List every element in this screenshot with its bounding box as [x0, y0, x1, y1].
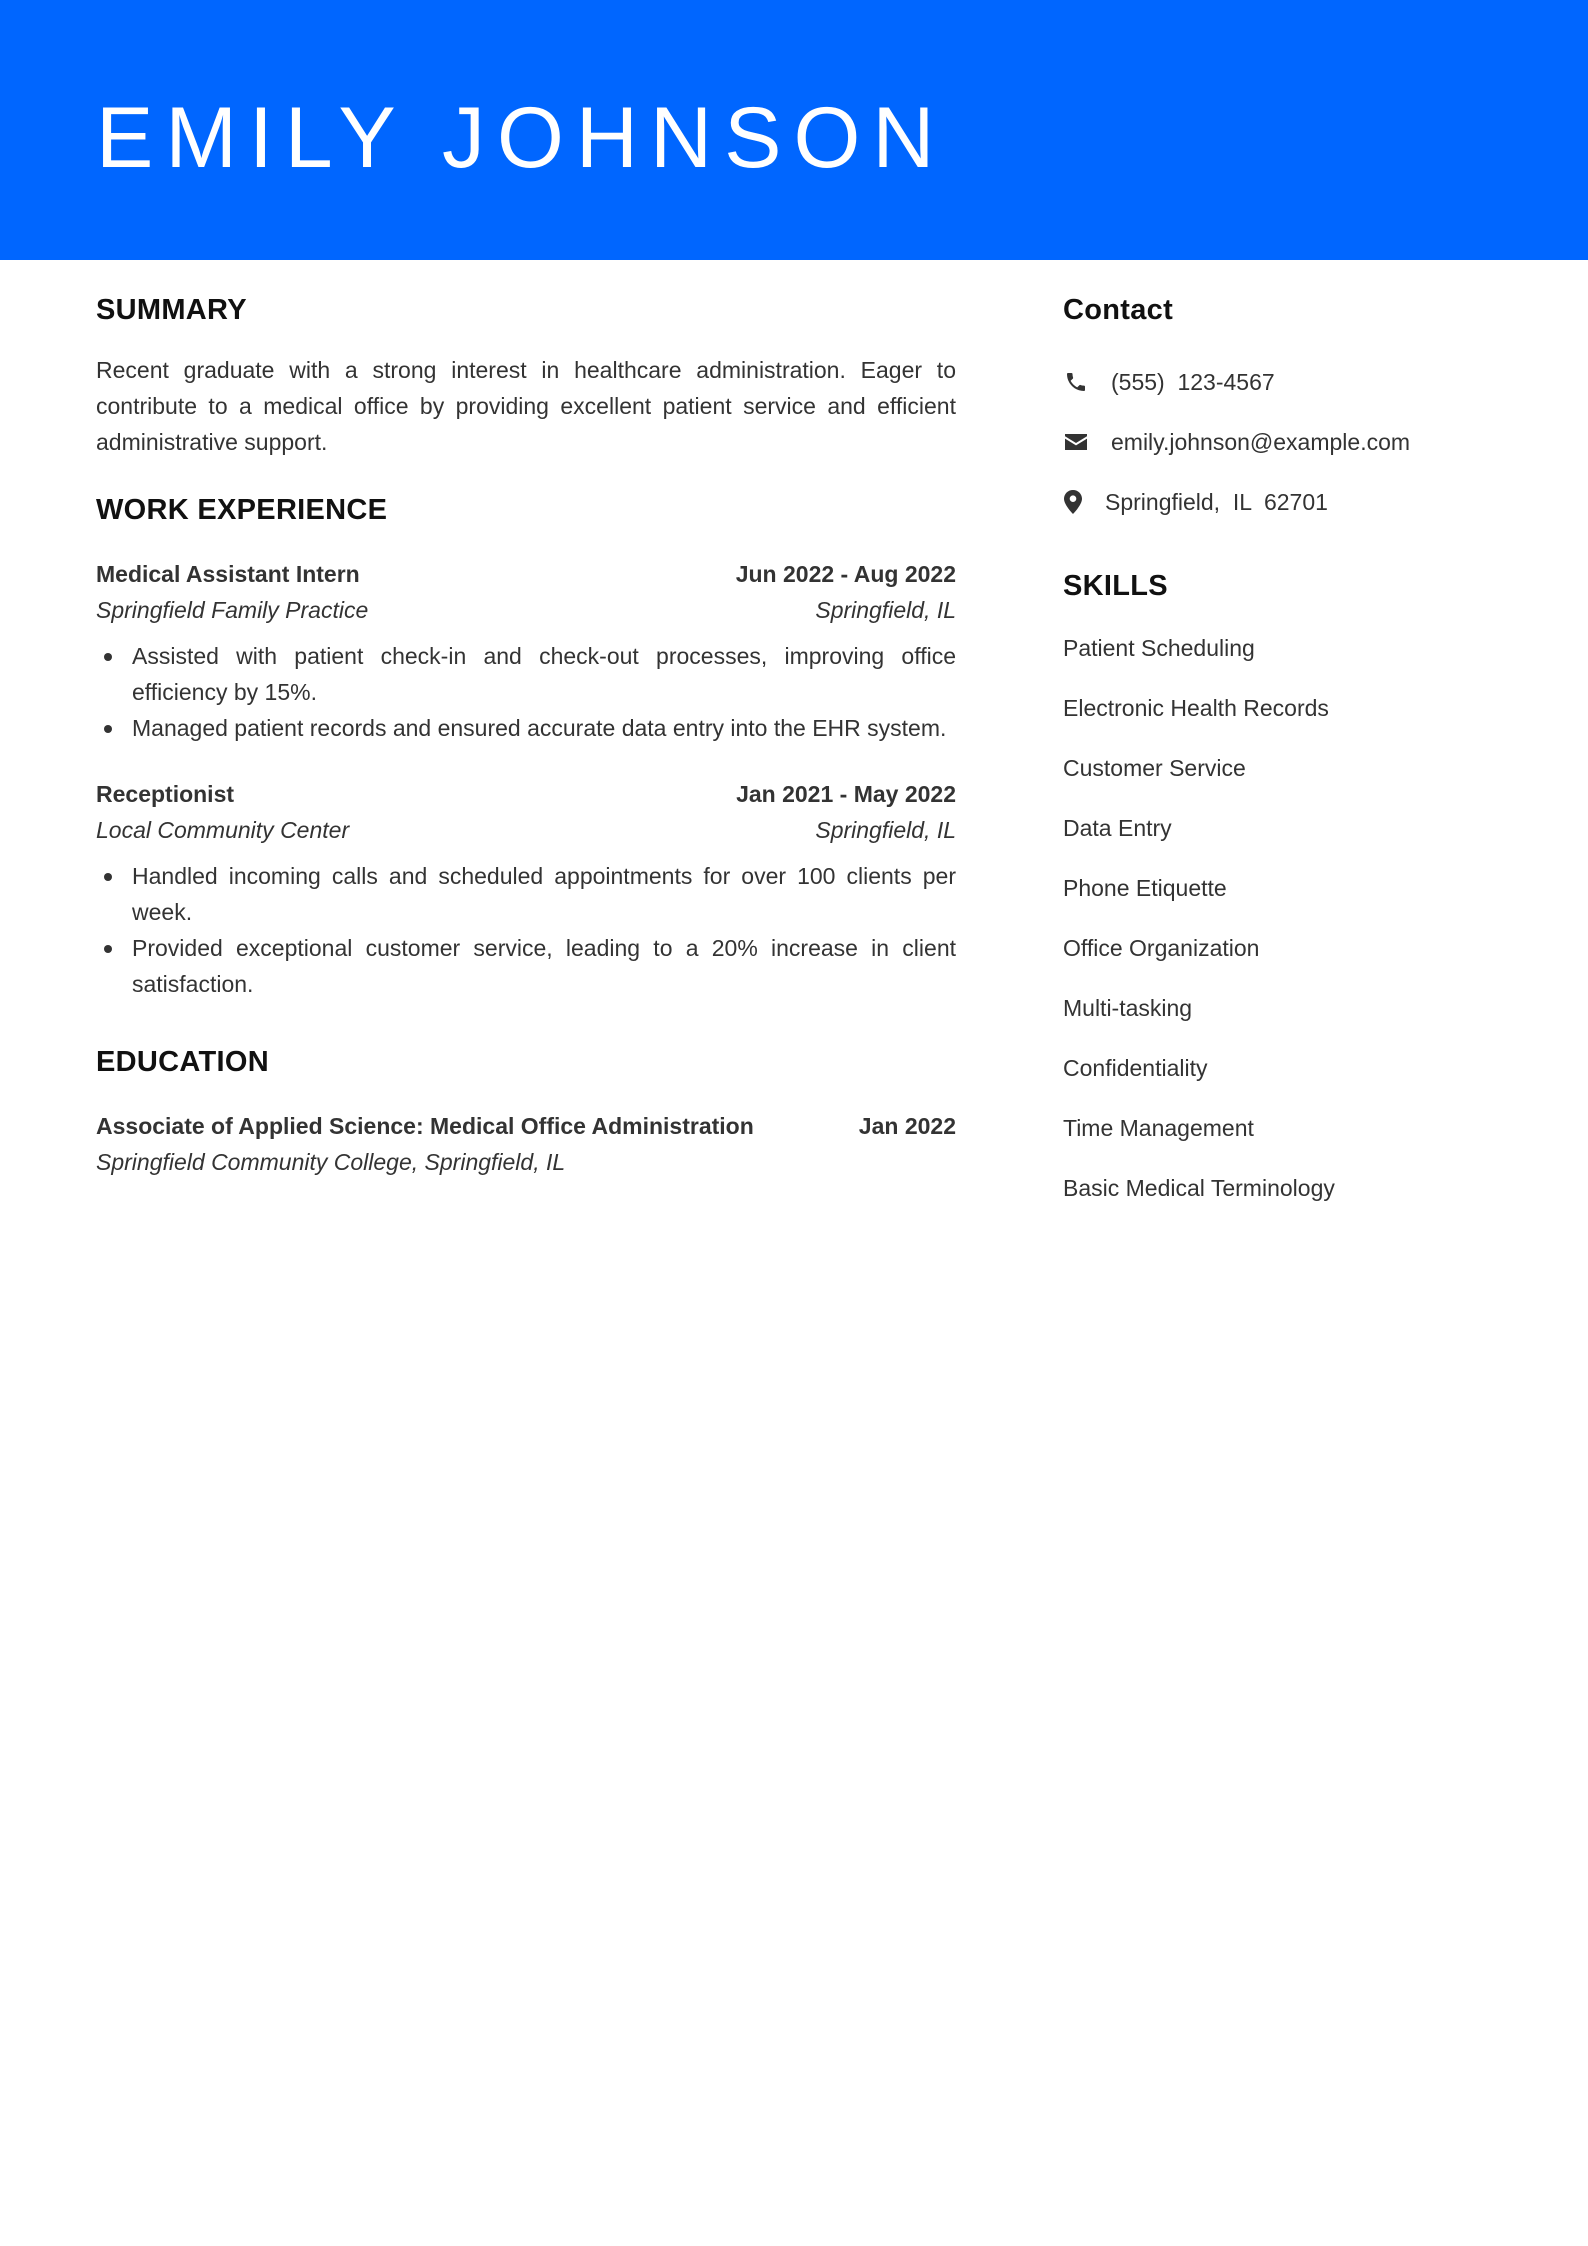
header-banner — [0, 0, 1588, 260]
bullet-dot-icon — [104, 725, 112, 733]
contact-section — [1063, 290, 1523, 520]
job-dates: Jan 2021 - May 2022 — [736, 781, 956, 807]
summary-title: SUMMARY — [96, 294, 247, 326]
summary-text: Recent graduate with a strong interest in healthcare administration. Eager to contribute to a medical office by providing excellent patient service and efficient administrative support. — [96, 357, 956, 455]
job-role: Receptionist — [96, 781, 235, 807]
bullet-text: Assisted with patient check-in and check-out processes, improving office efficiency by 15%. — [132, 643, 956, 705]
skills-title: SKILLS — [1063, 570, 1168, 602]
job-entry — [96, 776, 956, 1002]
bullet-text: Managed patient records and ensured accurate data entry into the EHR system. — [132, 715, 947, 741]
skill-item: Multi-tasking — [1063, 995, 1193, 1021]
job-location: Springfield, IL — [815, 597, 956, 623]
candidate-name: EMILY JOHNSON — [96, 90, 947, 186]
contact-email-text: emily.johnson@example.com — [1111, 428, 1411, 455]
work-experience-section — [96, 490, 956, 1002]
job-bullet — [96, 638, 956, 710]
skill-item: Confidentiality — [1063, 1055, 1208, 1081]
contact-location — [1063, 484, 1523, 520]
skill-item: Basic Medical Terminology — [1063, 1175, 1335, 1201]
job-bullets — [96, 858, 956, 1002]
contact-title: Contact — [1063, 294, 1174, 326]
skills-list — [1063, 630, 1523, 1206]
map-pin-icon — [1063, 489, 1083, 515]
phone-icon — [1063, 369, 1089, 395]
bullet-text: Provided exceptional customer service, leading to a 20% increase in client satisfaction. — [132, 935, 956, 997]
education-degree: Associate of Applied Science: Medical Office Administration — [96, 1113, 754, 1139]
skill-item: Patient Scheduling — [1063, 635, 1255, 661]
bullet-text: Handled incoming calls and scheduled appointments for over 100 clients per week. — [132, 863, 956, 925]
education-school: Springfield Community College, Springfield, IL — [96, 1149, 566, 1175]
main-column — [96, 290, 956, 1180]
work-experience-title: WORK EXPERIENCE — [96, 494, 388, 526]
education-section — [96, 1042, 956, 1180]
job-location: Springfield, IL — [815, 817, 956, 843]
job-bullet — [96, 930, 956, 1002]
education-entry — [96, 1108, 956, 1180]
contact-phone — [1063, 364, 1523, 400]
skill-item: Electronic Health Records — [1063, 695, 1329, 721]
skills-section — [1063, 566, 1523, 1206]
job-bullets — [96, 638, 956, 746]
job-bullet — [96, 710, 956, 746]
job-role: Medical Assistant Intern — [96, 561, 360, 587]
skill-item: Data Entry — [1063, 815, 1172, 841]
skill-item: Customer Service — [1063, 755, 1246, 781]
job-company: Local Community Center — [96, 817, 350, 843]
skill-item: Time Management — [1063, 1115, 1254, 1141]
education-date: Jan 2022 — [858, 1113, 956, 1139]
contact-email — [1063, 424, 1523, 460]
job-dates: Jun 2022 - Aug 2022 — [735, 561, 956, 587]
contact-location-text: Springfield, IL 62701 — [1105, 488, 1328, 515]
job-bullet — [96, 858, 956, 930]
sidebar-column — [1063, 290, 1523, 1230]
bullet-dot-icon — [104, 653, 112, 661]
education-title: EDUCATION — [96, 1046, 269, 1078]
job-company: Springfield Family Practice — [96, 597, 369, 623]
contact-phone-text: (555) 123-4567 — [1111, 368, 1275, 395]
skill-item: Office Organization — [1063, 935, 1260, 961]
bullet-dot-icon — [104, 873, 112, 881]
summary-section — [96, 290, 956, 460]
job-entry — [96, 556, 956, 746]
skill-item: Phone Etiquette — [1063, 875, 1227, 901]
envelope-icon — [1063, 429, 1089, 455]
bullet-dot-icon — [104, 945, 112, 953]
